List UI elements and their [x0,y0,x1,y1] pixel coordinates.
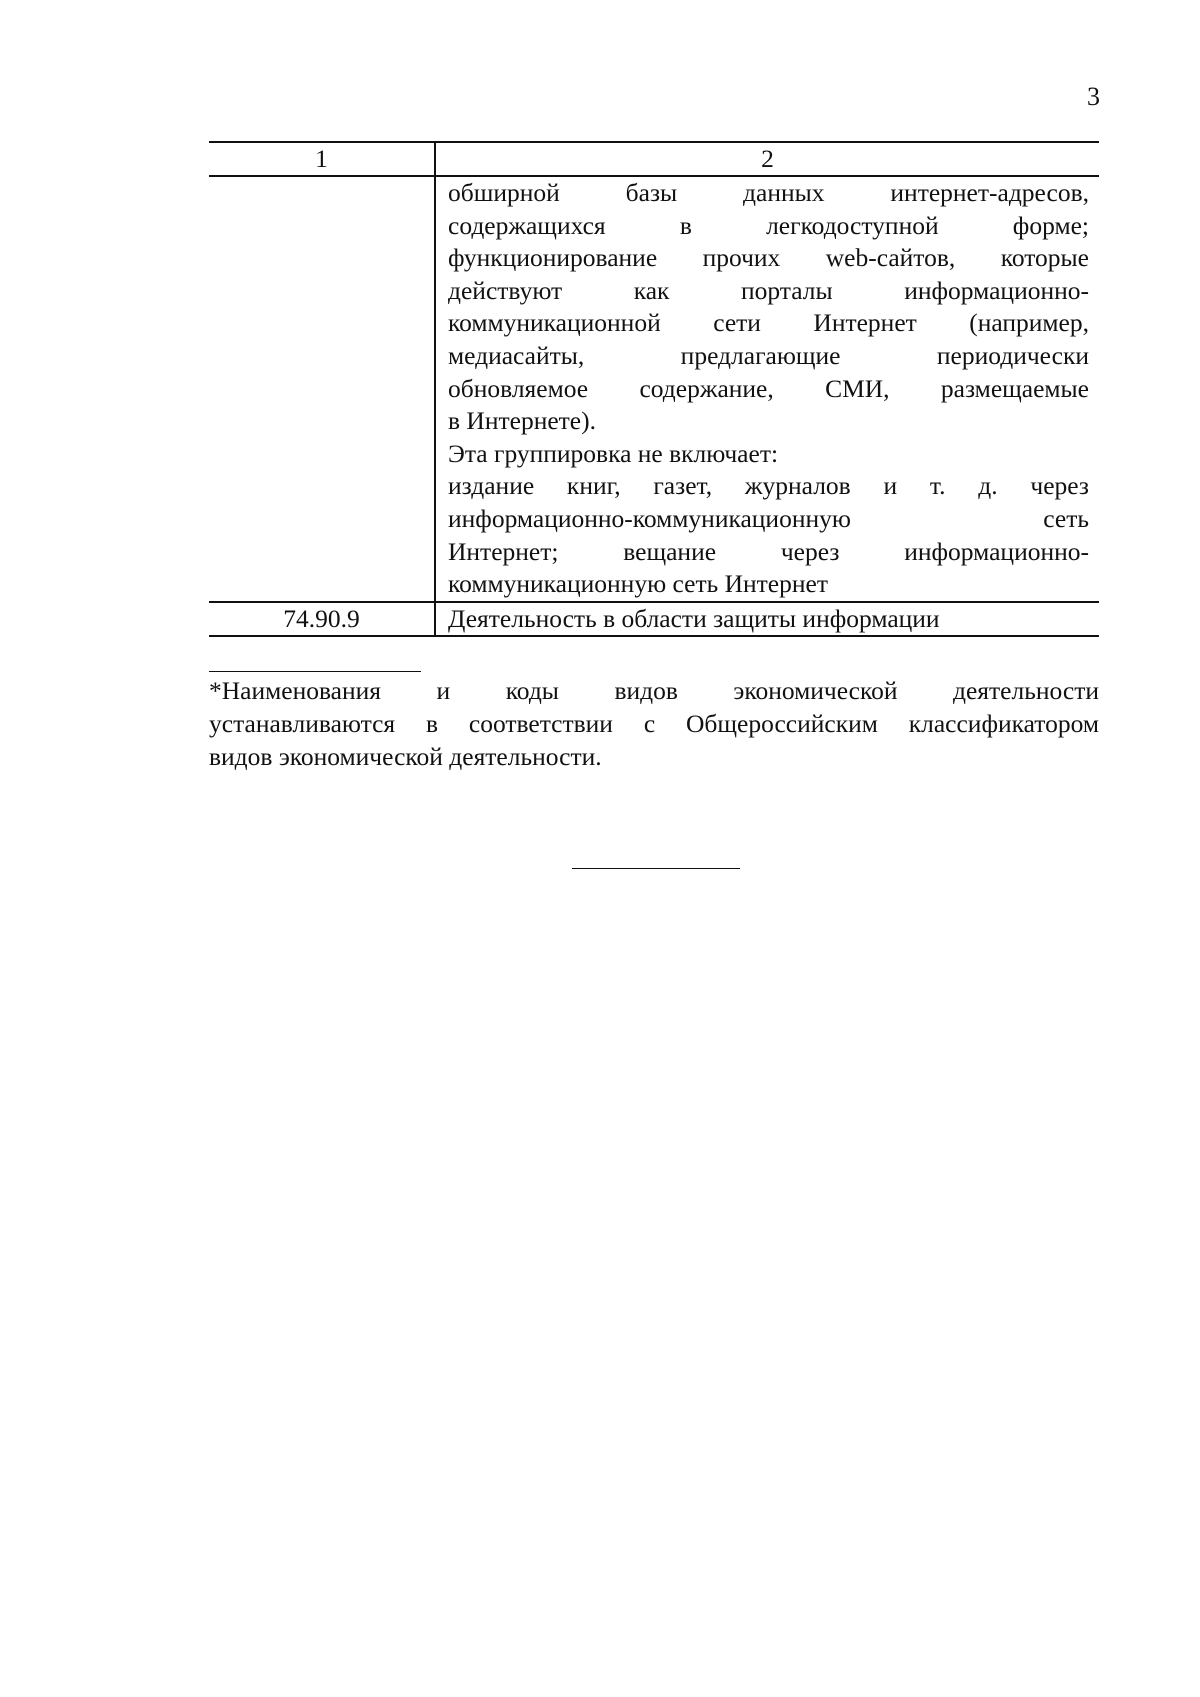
text-line: медиасайты, предлагающие периодически [448,340,1089,370]
text-line: информационно-коммуникационную сеть [448,503,1089,533]
text-line: в Интернете). [448,406,596,436]
activity-code: 74.90.9 [209,602,435,636]
text-line: обширной базы данных интернет-адресов, [448,178,1089,207]
text-line: коммуникационной сети Интернет (например, [448,308,1089,338]
page-number: 3 [1087,82,1100,111]
footnote-line: устанавливаются в соответствии с Общероссийским классификатором [209,709,1099,738]
footnote-line: *Наименования и коды видов экономической деятельности [209,676,1099,705]
activity-description: Деятельность в области защиты информации [435,602,1099,636]
text-line: функционирование прочих web-сайтов, которые [448,243,1089,273]
activity-table [209,141,1099,637]
column-header-1: 1 [209,142,435,176]
continuation-description [435,176,1099,602]
empty-code-cell [209,176,435,602]
text-line: Эта группировка не включает: [448,438,779,468]
footnote [209,674,1099,773]
text-line: издание книг, газет, журналов и т. д. через [448,471,1089,501]
text-line: обновляемое содержание, СМИ, размещаемые [448,373,1089,403]
footnote-separator [209,671,421,672]
table-row [209,602,1099,636]
text-line: содержащихся в легкодоступной форме; [448,210,1089,240]
table-header-row [209,142,1099,176]
text-line: коммуникационную сеть Интернет [448,569,828,599]
column-header-2: 2 [435,142,1099,176]
text-line: действуют как порталы информационно- [448,275,1089,305]
text-line: Интернет; вещание через информационно- [448,536,1089,566]
footnote-line: видов экономической деятельности. [209,742,602,771]
table-row-continuation [209,176,1099,602]
end-of-document-rule [572,868,740,869]
